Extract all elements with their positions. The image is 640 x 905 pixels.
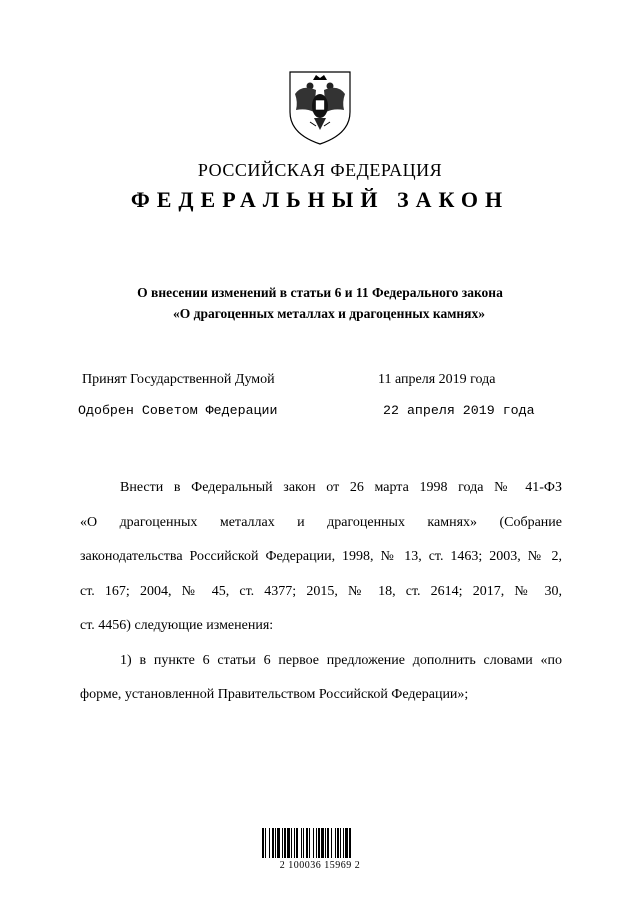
subject-line-1: О внесении изменений в статьи 6 и 11 Федерального закона bbox=[137, 285, 503, 300]
coat-of-arms-icon bbox=[286, 68, 354, 146]
body-line: Внести в Федеральный закон от 26 марта 1998 года № 41-ФЗ bbox=[120, 480, 562, 495]
law-body bbox=[80, 471, 562, 713]
body-line: «О драгоценных металлах и драгоценных камнях» (Собрание bbox=[80, 514, 562, 530]
body-line: ст. 4456) следующие изменения: bbox=[80, 618, 274, 633]
barcode-number: 2 100036 15969 2 bbox=[279, 860, 361, 871]
duma-adoption-date: 11 апреля 2019 года bbox=[378, 372, 496, 387]
barcode-icon bbox=[262, 828, 378, 858]
subject-line-2: «О драгоценных металлах и драгоценных камнях» bbox=[172, 306, 485, 321]
law-subject bbox=[0, 282, 640, 324]
body-line: форме, установленной Правительством Российской Федерации»; bbox=[80, 687, 469, 702]
body-line: законодательства Российской Федерации, 1998, № 13, ст. 1463; 2003, № 2, bbox=[80, 549, 562, 564]
body-line: ст. 167; 2004, № 45, ст. 4377; 2015, № 18, ст. 2614; 2017, № 30, bbox=[80, 583, 562, 599]
council-approval-date: 22 апреля 2019 года bbox=[383, 403, 535, 418]
document-type-heading: ФЕДЕРАЛЬНЫЙ ЗАКОН bbox=[130, 187, 510, 212]
country-heading: РОССИЙСКАЯ ФЕДЕРАЦИЯ bbox=[197, 160, 443, 180]
body-line: 1) в пункте 6 статьи 6 первое предложение дополнить словами «по bbox=[120, 652, 562, 668]
council-approval-label: Одобрен Советом Федерации bbox=[78, 403, 278, 418]
duma-adoption-label: Принят Государственной Думой bbox=[82, 372, 275, 387]
